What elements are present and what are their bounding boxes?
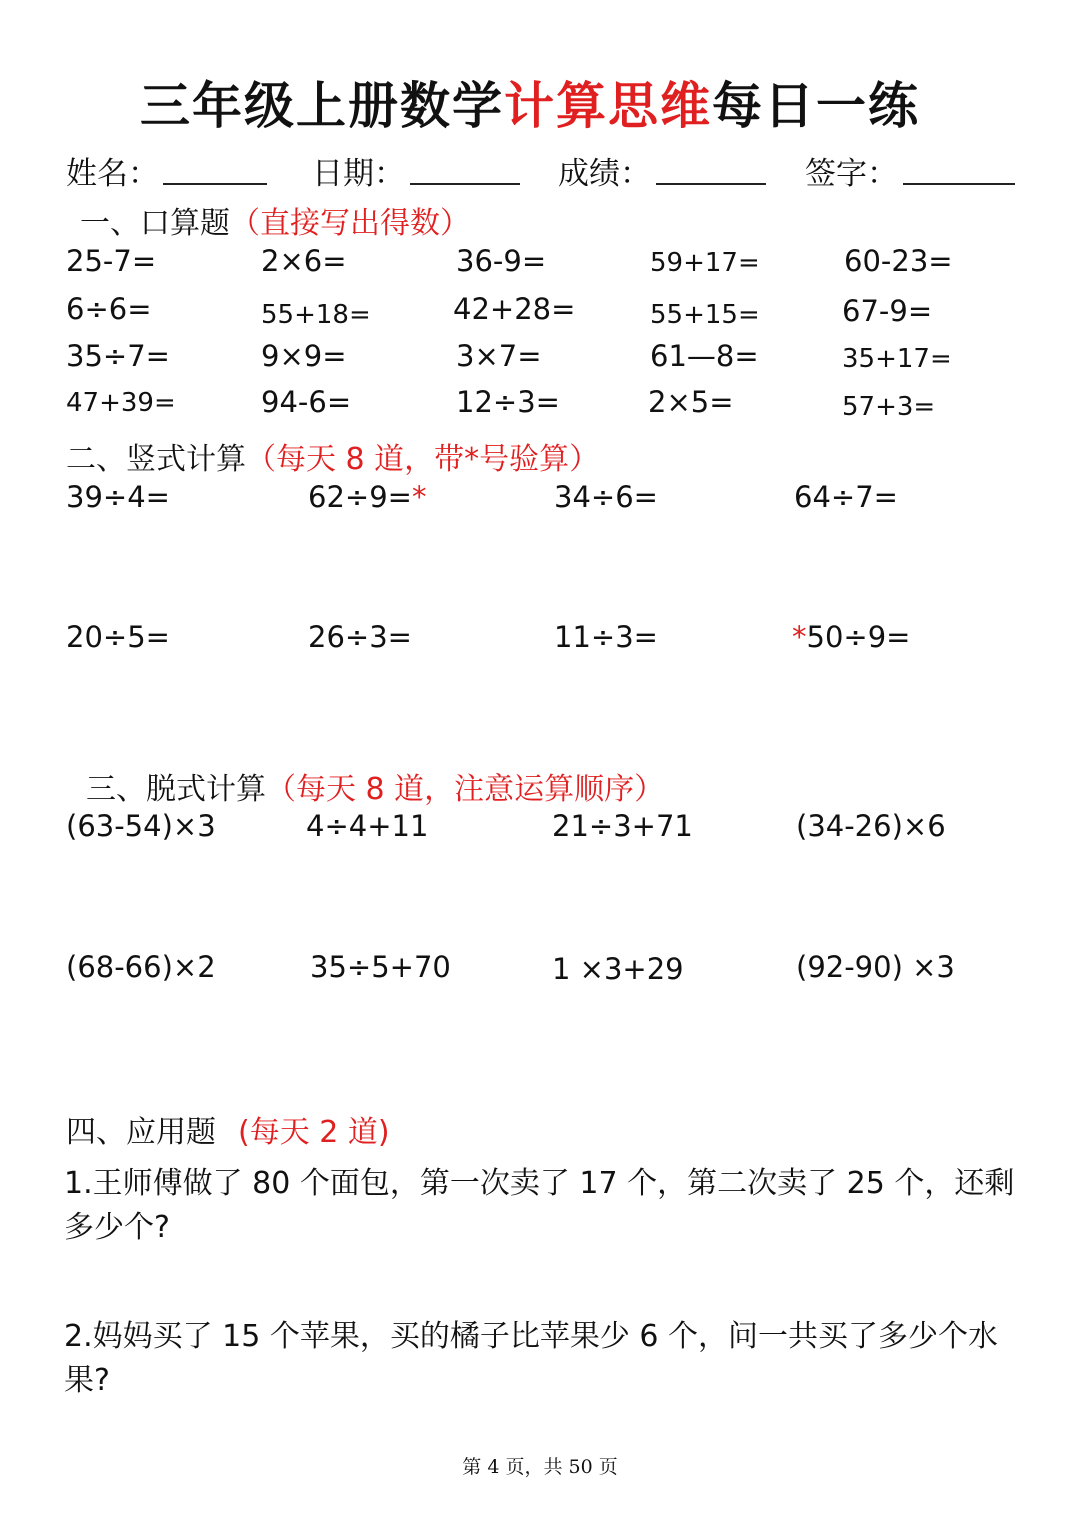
section1-heading: 一、口算题: [80, 206, 230, 241]
sign-blank[interactable]: [903, 183, 1015, 185]
oral-item: 12÷3=: [456, 385, 560, 419]
oral-item: 47+39=: [66, 388, 176, 418]
oral-item: 94-6=: [261, 385, 352, 419]
section3-heading: 三、脱式计算: [86, 772, 266, 807]
section1-header: [80, 198, 470, 242]
oral-item: 55+15=: [650, 300, 760, 330]
section4-header: [66, 1107, 390, 1151]
stepwise-item: (63-54)×3: [66, 809, 216, 843]
oral-item: 9×9=: [261, 339, 347, 373]
section4-heading: 四、应用题: [66, 1115, 216, 1150]
section2-note: （每天 8 道，带*号验算）: [246, 442, 600, 477]
oral-item: 36-9=: [456, 244, 547, 278]
vertical-item: 11÷3=: [554, 620, 658, 654]
vertical-item-starred: [308, 480, 426, 514]
oral-item: 6÷6=: [66, 292, 152, 326]
vertical-item-text: 50÷9=: [806, 620, 911, 654]
oral-item: 42+28=: [453, 292, 576, 326]
title-part3: 每日一练: [712, 76, 920, 135]
oral-item: 67-9=: [842, 294, 933, 328]
vertical-item-text: 62÷9=: [308, 480, 412, 514]
oral-item: 57+3=: [842, 392, 936, 422]
section1-note: （直接写出得数）: [230, 206, 470, 241]
vertical-item: 20÷5=: [66, 620, 170, 654]
stepwise-item: (92-90) ×3: [796, 950, 955, 984]
oral-item: 2×5=: [648, 385, 734, 419]
oral-item: 60-23=: [844, 244, 953, 278]
date-blank[interactable]: [410, 183, 520, 185]
section2-header: [66, 434, 599, 478]
score-blank[interactable]: [656, 183, 766, 185]
oral-item: 61—8=: [650, 339, 759, 373]
word-problem-1: 1.王师傅做了 80 个面包，第一次卖了 17 个，第二次卖了 25 个，还剩多少个?: [64, 1166, 1015, 1245]
stepwise-item: 4÷4+11: [306, 809, 429, 843]
stepwise-item: 1 ×3+29: [552, 952, 684, 986]
page-number: 第 4 页，共 50 页: [462, 1456, 618, 1478]
vertical-item: 34÷6=: [554, 480, 658, 514]
oral-item: 59+17=: [650, 248, 760, 278]
section3-header: [86, 764, 664, 808]
oral-item: 35÷7=: [66, 339, 170, 373]
date-label: 日期：: [312, 156, 405, 192]
vertical-item-starred: [792, 620, 910, 654]
section3-note: （每天 8 道，注意运算顺序）: [266, 772, 665, 807]
title-part2-highlight: 计算思维: [504, 76, 712, 135]
stepwise-item: 35÷5+70: [310, 950, 451, 984]
sign-label: 签字：: [805, 156, 898, 192]
star-mark: *: [792, 620, 807, 654]
title-part1: 三年级上册数学: [140, 76, 504, 135]
stepwise-item: (68-66)×2: [66, 950, 216, 984]
page-title: [0, 66, 1060, 138]
score-label: 成绩：: [558, 156, 651, 192]
stepwise-item: (34-26)×6: [796, 809, 946, 843]
name-blank[interactable]: [163, 183, 267, 185]
section2-heading: 二、竖式计算: [66, 442, 246, 477]
word-problem-2: 2.妈妈买了 15 个苹果，买的橘子比苹果少 6 个，问一共买了多少个水果?: [64, 1319, 999, 1398]
vertical-item: 64÷7=: [794, 480, 898, 514]
star-mark: *: [411, 480, 427, 514]
vertical-item: 39÷4=: [66, 480, 170, 514]
oral-item: 35+17=: [842, 344, 952, 374]
oral-item: 3×7=: [456, 339, 542, 373]
stepwise-item: 21÷3+71: [552, 809, 693, 843]
section4-note: (每天 2 道): [238, 1115, 390, 1150]
oral-item: 25-7=: [66, 244, 157, 278]
oral-item: 2×6=: [261, 244, 347, 278]
vertical-item: 26÷3=: [308, 620, 412, 654]
name-label: 姓名：: [66, 156, 159, 192]
oral-item: 55+18=: [261, 300, 371, 330]
